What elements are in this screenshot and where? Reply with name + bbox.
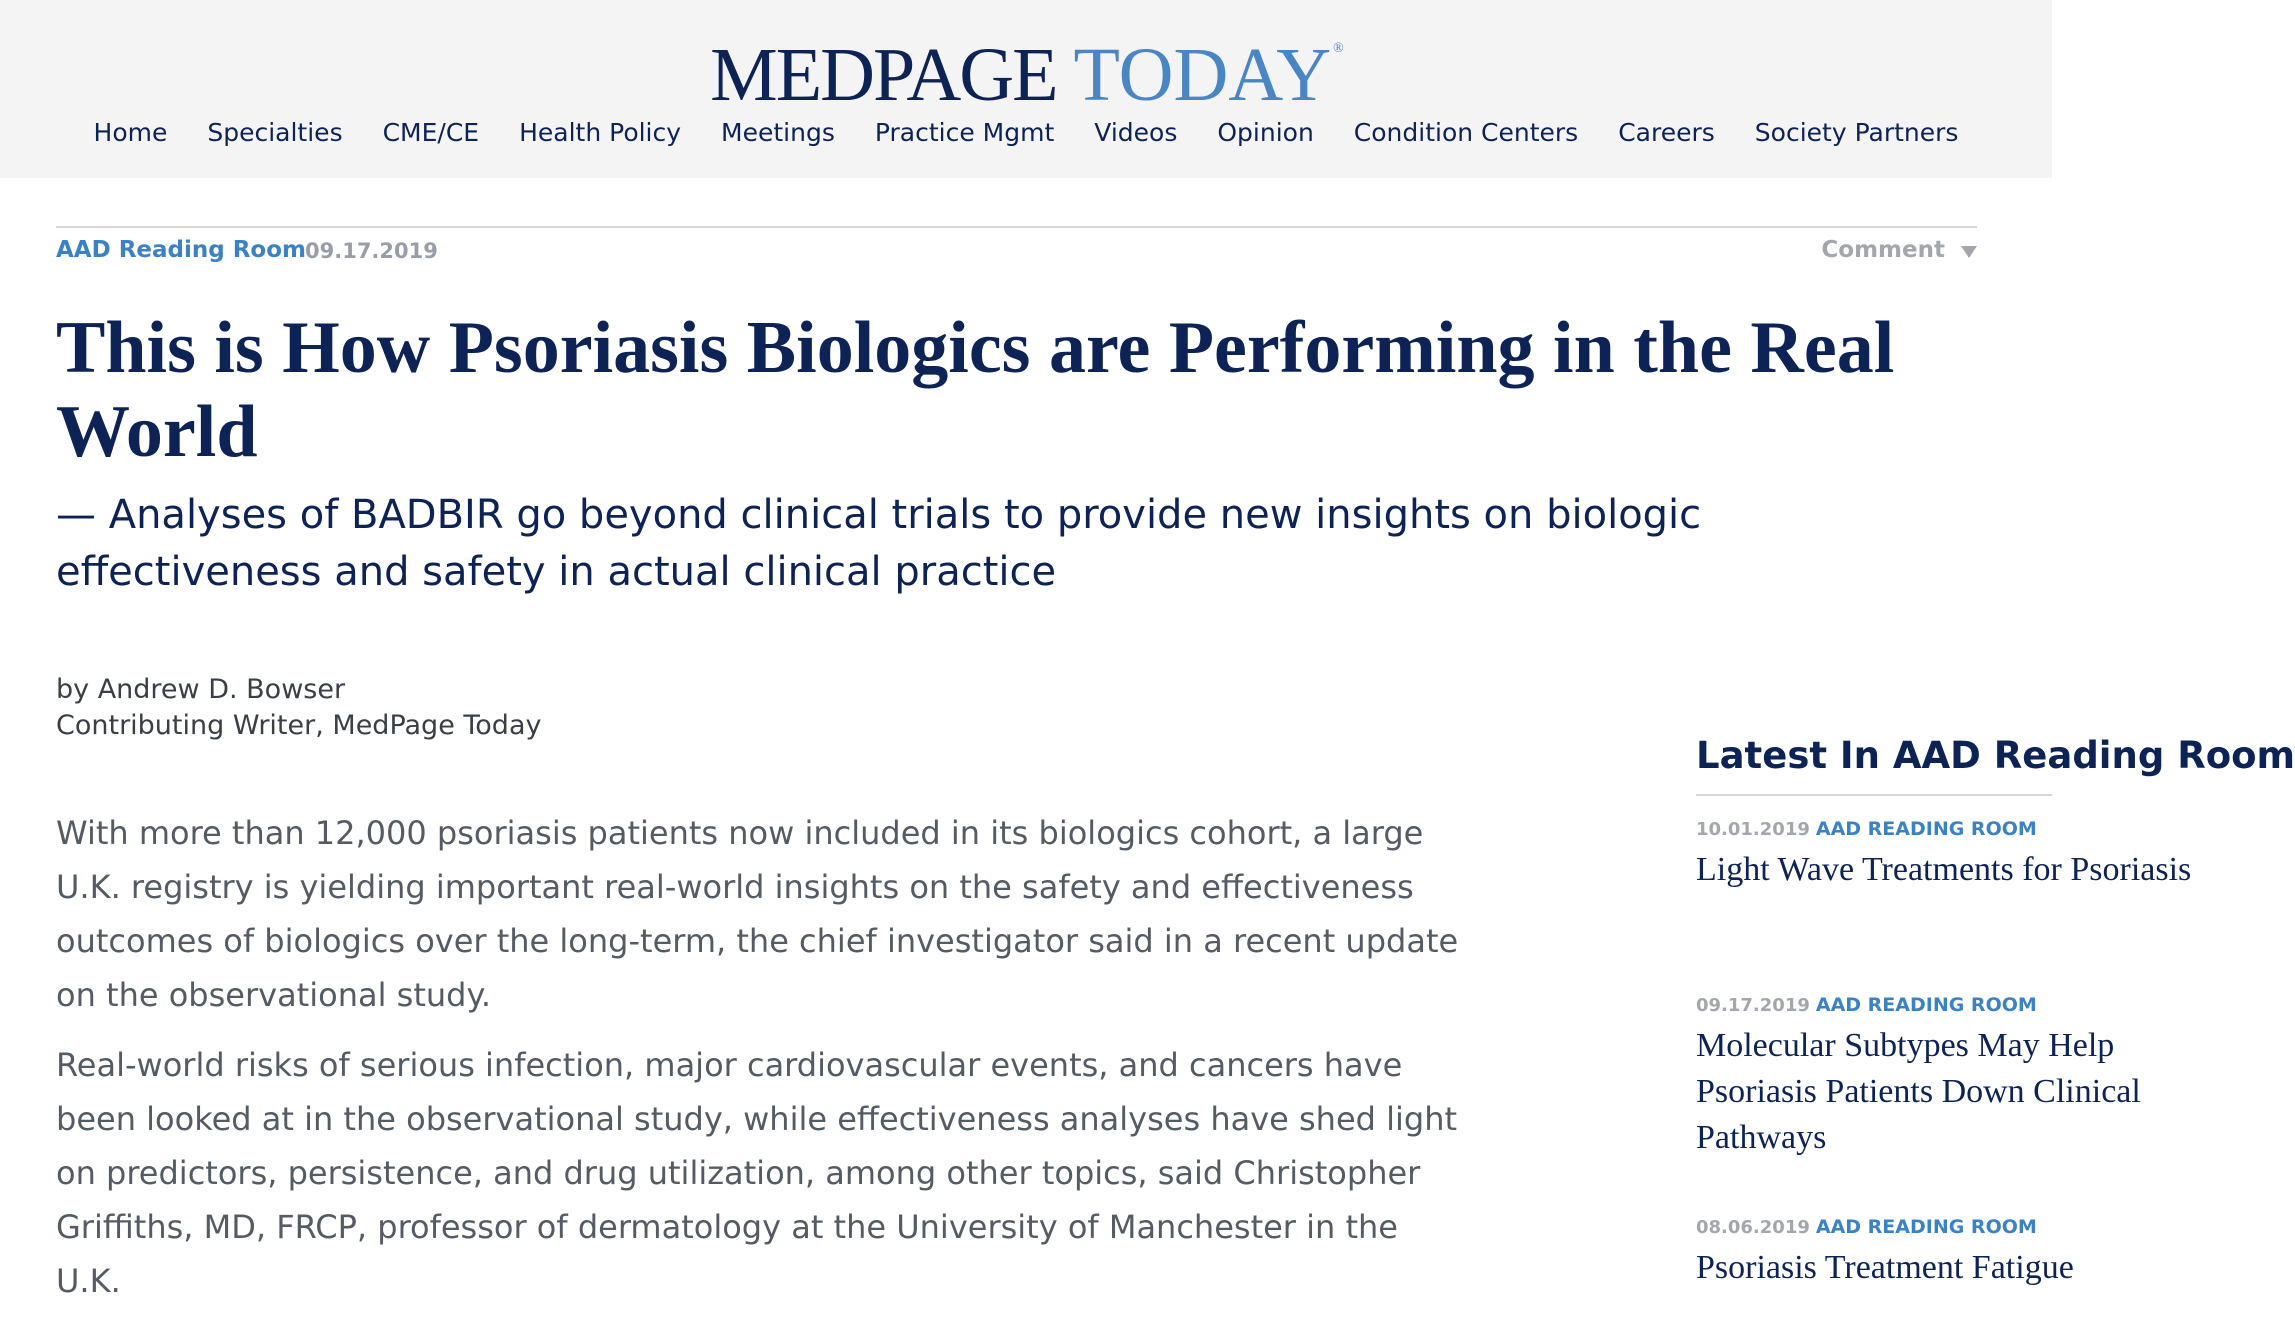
article-subhead: — Analyses of BADBIR go beyond clinical trials to provide new insights on biologic effectiveness and safety in actual clinical practice bbox=[56, 492, 1702, 595]
caret-down-icon bbox=[1961, 246, 1977, 258]
sidebar-story-category[interactable]: AAD READING ROOM bbox=[1815, 994, 2037, 1016]
byline bbox=[56, 672, 541, 744]
sidebar-story-date: 08.06.2019 bbox=[1696, 1217, 1810, 1238]
sidebar-divider bbox=[1696, 794, 2052, 796]
nav-item-specialties[interactable]: Specialties bbox=[207, 118, 343, 147]
nav-item-condition-centers[interactable]: Condition Centers bbox=[1353, 118, 1579, 147]
sidebar-story-date: 10.01.2019 bbox=[1696, 819, 1810, 840]
sidebar-story-category[interactable]: AAD READING ROOM bbox=[1815, 1216, 2037, 1238]
nav-item-cme-ce[interactable]: CME/CE bbox=[382, 118, 480, 147]
nav-item-careers[interactable]: Careers bbox=[1618, 118, 1715, 147]
nav-item-society-partners[interactable]: Society Partners bbox=[1754, 118, 1959, 147]
comment-button[interactable] bbox=[1821, 237, 1977, 263]
nav-item-practice-mgmt[interactable]: Practice Mgmt bbox=[874, 118, 1055, 147]
comment-label: Comment bbox=[1821, 237, 1945, 263]
sidebar-story-headline[interactable]: Psoriasis Treatment Fatigue bbox=[1696, 1249, 2074, 1286]
logo-wordmark-medpage: MEDPAGE bbox=[710, 33, 1057, 117]
sidebar-story-date: 09.17.2019 bbox=[1696, 995, 1810, 1016]
nav-item-meetings[interactable]: Meetings bbox=[721, 118, 835, 147]
sidebar-story[interactable] bbox=[1696, 816, 2196, 893]
author-title: Contributing Writer, MedPage Today bbox=[56, 710, 542, 741]
body-paragraph: With more than 12,000 psoriasis patients now included in its biologics cohort, a large U.K. registry is yielding important real-world insights on the safety and effectiveness outcomes of biologics over the long-term, the chief investigator said in a recent update on the observational study. bbox=[56, 814, 1459, 1014]
nav-item-opinion[interactable]: Opinion bbox=[1217, 118, 1314, 147]
meta-divider bbox=[56, 226, 1977, 228]
sidebar-story[interactable] bbox=[1696, 992, 2196, 1161]
section-link[interactable]: AAD Reading Room bbox=[56, 237, 307, 263]
sidebar-story-headline[interactable]: Molecular Subtypes May Help Psoriasis Patients Down Clinical Pathways bbox=[1696, 1027, 2141, 1156]
body-paragraph: Real-world risks of serious infection, major cardiovascular events, and cancers have been looked at in the observational study, while effectiveness analyses have shed light on predictors, persistence, and drug utilization, among other topics, said Christopher Griffiths, MD, FRCP, professor of dermatology at the University of Manchester in the U.K. bbox=[56, 1046, 1458, 1300]
registered-mark: ® bbox=[1333, 41, 1342, 56]
sidebar-title: Latest In AAD Reading Room bbox=[1696, 734, 2295, 777]
sidebar-story[interactable] bbox=[1696, 1214, 2196, 1291]
site-header bbox=[0, 0, 2052, 178]
main-nav bbox=[0, 118, 2052, 147]
nav-item-health-policy[interactable]: Health Policy bbox=[519, 118, 682, 147]
article-headline: This is How Psoriasis Biologics are Performing in the Real World bbox=[56, 307, 1895, 473]
nav-item-home[interactable]: Home bbox=[93, 118, 168, 147]
sidebar-story-category[interactable]: AAD READING ROOM bbox=[1815, 818, 2037, 840]
article-date: 09.17.2019 bbox=[305, 239, 438, 263]
nav-item-videos[interactable]: Videos bbox=[1094, 118, 1178, 147]
latest-sidebar bbox=[1696, 730, 2295, 1286]
logo-wordmark-today: TODAY bbox=[1073, 33, 1332, 117]
medpage-today-logo[interactable] bbox=[0, 4, 2052, 120]
sidebar-story-headline[interactable]: Light Wave Treatments for Psoriasis bbox=[1696, 851, 2192, 888]
author-name[interactable]: by Andrew D. Bowser bbox=[56, 674, 346, 705]
article-body bbox=[56, 806, 1466, 1324]
